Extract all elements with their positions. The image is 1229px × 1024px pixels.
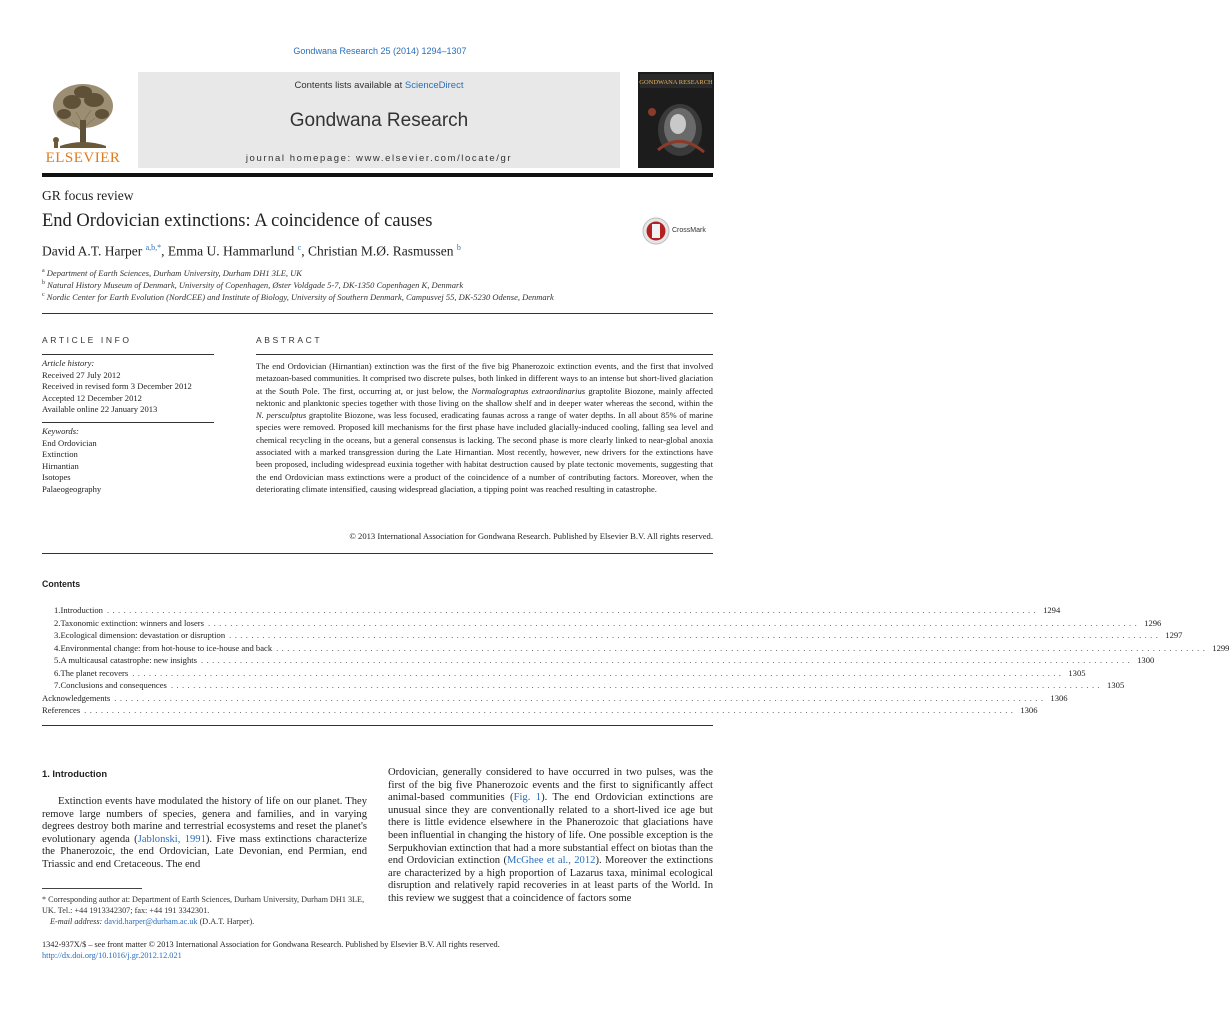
toc-title[interactable]: Acknowledgements bbox=[42, 692, 111, 703]
author-list bbox=[42, 243, 461, 260]
keywords-label: Keywords: bbox=[42, 426, 79, 436]
toc-number: 7. bbox=[54, 680, 61, 690]
toc-number: 5. bbox=[54, 655, 61, 665]
history-item: Received in revised form 3 December 2012 bbox=[42, 381, 192, 391]
toc-entry[interactable] bbox=[42, 704, 1038, 717]
affiliation-item bbox=[42, 292, 554, 302]
toc-entry[interactable] bbox=[42, 617, 1162, 630]
contents-bottom-rule bbox=[42, 725, 713, 726]
history-item: Available online 22 January 2013 bbox=[42, 404, 158, 414]
toc-entry[interactable] bbox=[42, 679, 1125, 692]
toc-page: 1300 bbox=[1137, 655, 1155, 665]
toc-entry[interactable] bbox=[42, 654, 1155, 667]
body-text: Ordovician, generally considered to have occurred in two pulses, was the first of the big five Phanerozoic events and the first to significantly affect animal-based communities ( bbox=[388, 767, 713, 804]
toc-number: 1. bbox=[54, 605, 61, 615]
author-name[interactable]: Christian M.Ø. Rasmussen bbox=[307, 243, 454, 259]
toc-entry[interactable] bbox=[42, 667, 1086, 680]
intro-right-column bbox=[388, 767, 713, 906]
toc-page: 1306 bbox=[1050, 692, 1068, 703]
toc-entry[interactable] bbox=[42, 629, 1183, 642]
contents-prefix: Contents lists available at bbox=[294, 80, 405, 91]
toc-entry[interactable] bbox=[42, 604, 1061, 617]
doi-link[interactable]: http://dx.doi.org/10.1016/j.gr.2012.12.021 bbox=[42, 951, 182, 960]
abstract-label: ABSTRACT bbox=[256, 335, 323, 345]
body-text: Extinction events have modulated the history of life on our planet. They remove large numbers of species, genera and families, and in varying degrees destroy both marine and terrestrial ecosystems and reset the planet's evolutionary agenda ( bbox=[42, 796, 367, 845]
journal-title: Gondwana Research bbox=[289, 110, 469, 131]
article-info-label: ARTICLE INFO bbox=[42, 335, 132, 345]
toc-page: 1299 bbox=[1212, 642, 1229, 653]
header-rule bbox=[42, 173, 713, 177]
abstract-part: The end Ordovician (Hirnantian) extinction was the first of the five big Phanerozoic extinction events, and the first that involved metazoan-based communities. It comprised two discrete pulses, both linked in different ways to an intense but short-lived glaciation at the South Pole. The first, occurring at, or just below, the bbox=[256, 361, 713, 396]
sciencedirect-link[interactable]: ScienceDirect bbox=[404, 80, 464, 91]
affiliation-sup: a bbox=[42, 268, 45, 275]
abstract-italic-taxon: Normalograptus extraordinarius bbox=[471, 385, 586, 396]
affiliation-text: Nordic Center for Earth Evolution (NordCEE) and Institute of Biology, University of Southern Denmark, Campusvej 55, DK-5230 Odense, Denmark bbox=[46, 292, 554, 302]
cover-artwork bbox=[638, 72, 714, 168]
affiliation-sup: c bbox=[42, 292, 45, 299]
elsevier-wordmark: ELSEVIER bbox=[45, 150, 121, 166]
contents-title: Contents bbox=[42, 579, 81, 589]
toc-leader: ........................................................................................................................................................................ bbox=[132, 667, 1065, 678]
keyword-item: End Ordovician bbox=[42, 437, 97, 448]
title-block-rule bbox=[42, 313, 713, 314]
toc-page: 1297 bbox=[1165, 630, 1183, 640]
journal-reference-link[interactable]: Gondwana Research 25 (2014) 1294–1307 bbox=[293, 46, 467, 56]
affiliation-item bbox=[42, 280, 463, 290]
abstract-part: graptolite Biozone, was less focused, eradicating faunas across a range of water depths. In all about 85% of marine species were removed. Proposed kill mechanisms for the first phase have included glacially-induced cooling, falling sea level and chemical recycling in the oceans, but a general consensus is lacking. The second phase is more clearly linked to near-global anoxia associated with a marked transgression during the Late Hirnantian. Most recently, however, new drivers for the extinctions have been proposed, including widespread euxinia together with habitat destruction caused by plate tectonic movements, suggesting that the end Ordovician mass extinctions were a product of the coincidence of a number of contributing factors. Moreover, when the deteriorating climate intensified, causing widespread glaciation, a tipping point was reached resulting in catastrophe. bbox=[256, 410, 713, 494]
article-title: End Ordovician extinctions: A coincidence of causes bbox=[42, 211, 433, 231]
toc-title[interactable]: References bbox=[42, 705, 81, 715]
article-info-divider bbox=[42, 422, 214, 423]
contents-available-line bbox=[138, 80, 620, 91]
abstract-part: graptolite Biozone, mainly affected nektonic and planktonic species together with those living on the shallow shelf and in deeper water whereas the second, within the bbox=[256, 385, 713, 408]
toc-title[interactable]: A multicausal catastrophe: new insights bbox=[60, 655, 197, 665]
toc-title[interactable]: Conclusions and consequences bbox=[60, 680, 167, 690]
front-matter-notice: 1342-937X/$ – see front matter © 2013 International Association for Gondwana Research. Published by Elsevier B.V. All rights reserved. bbox=[42, 940, 500, 949]
affiliation-text: Natural History Museum of Denmark, University of Copenhagen, Øster Voldgade 5-7, DK-1350 Copenhagen K, Denmark bbox=[47, 280, 464, 290]
email-link[interactable]: david.harper@durham.ac.uk bbox=[104, 917, 198, 926]
section-heading: 1. Introduction bbox=[42, 768, 108, 779]
affiliation-sup: b bbox=[42, 280, 45, 287]
toc-leader: ........................................................................................................................................................................ bbox=[208, 617, 1141, 628]
cover-title: GONDWANA RESEARCH bbox=[639, 79, 713, 86]
keyword-item: Isotopes bbox=[42, 472, 71, 482]
body-text: ). The end Ordovician extinctions are unusual since they are conventionally related to a short-lived ice age but there is little evidence elsewhere in the Phanerozoic that glaciations have been influential in changing the history of life. One possible exception is the Serpukhovian extinction that had a more substantial effect on biotas than the end Ordovician extinction ( bbox=[388, 792, 713, 867]
email-label: E-mail address: bbox=[50, 917, 103, 926]
toc-title[interactable]: Ecological dimension: devastation or disruption bbox=[60, 630, 226, 640]
toc-entry[interactable] bbox=[42, 692, 1068, 705]
history-item: Accepted 12 December 2012 bbox=[42, 392, 142, 403]
intro-left-column bbox=[42, 796, 367, 872]
toc-leader: ........................................................................................................................................................................ bbox=[229, 630, 1162, 640]
toc-page: 1294 bbox=[1043, 605, 1061, 615]
abstract-bottom-rule bbox=[42, 553, 713, 554]
body-text: ). Moreover the extinctions are characterized by a high proportion of Lazarus taxa, minimal ecological disruption and relatively rapid recoveries in at least parts of the World. In this review we suggest that a coincidence of factors some bbox=[388, 855, 713, 904]
keyword-item: Palaeogeography bbox=[42, 483, 102, 494]
toc-title[interactable]: Environmental change: from hot-house to ice-house and back bbox=[60, 642, 273, 653]
toc-leader: ........................................................................................................................................................................ bbox=[276, 642, 1209, 653]
toc-leader: ........................................................................................................................................................................ bbox=[84, 705, 1017, 715]
crossmark-label[interactable]: CrossMark bbox=[672, 227, 706, 234]
author-affiliation-sup[interactable]: a,b,* bbox=[145, 243, 162, 252]
author-name[interactable]: David A.T. Harper bbox=[42, 243, 143, 259]
journal-homepage[interactable]: journal homepage: www.elsevier.com/locate/gr bbox=[245, 153, 513, 164]
toc-number: 3. bbox=[54, 630, 61, 640]
article-info-rule bbox=[42, 354, 214, 355]
toc-page: 1296 bbox=[1144, 617, 1162, 628]
author-affiliation-sup[interactable]: b bbox=[456, 243, 461, 252]
author-separator: , bbox=[161, 243, 168, 259]
abstract-copyright: © 2013 International Association for Gondwana Research. Published by Elsevier B.V. All rights reserved. bbox=[349, 531, 713, 541]
body-text: ). Five mass extinctions characterize the Phanerozoic, the end Ordovician, Late Devonian, end Permian, end Triassic and end Cretaceous. The end bbox=[42, 833, 367, 870]
toc-page: 1305 bbox=[1068, 667, 1086, 678]
affiliation-item bbox=[42, 268, 302, 278]
toc-number: 2. bbox=[54, 617, 61, 628]
author-separator: , bbox=[301, 243, 308, 259]
author-affiliation-sup[interactable]: c bbox=[297, 243, 302, 252]
toc-title[interactable]: Taxonomic extinction: winners and losers bbox=[60, 617, 205, 628]
toc-leader: ........................................................................................................................................................................ bbox=[106, 605, 1040, 615]
article-type: GR focus review bbox=[42, 188, 134, 203]
corresponding-author-footnote bbox=[42, 894, 367, 927]
keyword-item: Extinction bbox=[42, 449, 78, 459]
abstract-italic-taxon: N. persculptus bbox=[256, 410, 307, 421]
figure-link[interactable]: Fig. 1 bbox=[513, 792, 542, 804]
email-suffix: (D.A.T. Harper). bbox=[197, 917, 255, 926]
toc-leader: ........................................................................................................................................................................ bbox=[200, 655, 1134, 665]
citation-link[interactable]: McGhee et al., 2012 bbox=[507, 855, 596, 867]
toc-leader: ........................................................................................................................................................................ bbox=[170, 680, 1104, 690]
author-name[interactable]: Emma U. Hammarlund bbox=[167, 243, 295, 259]
toc-title[interactable]: Introduction bbox=[60, 605, 103, 615]
keyword-item: Hirnantian bbox=[42, 460, 79, 471]
toc-leader: ........................................................................................................................................................................ bbox=[114, 692, 1047, 703]
footnote-text: * Corresponding author at: Department of Earth Sciences, Durham University, Durham DH1 3LE, UK. Tel.: +44 1913342307; fax: +44 191 3342301. bbox=[42, 895, 365, 915]
toc-number: 4. bbox=[54, 642, 61, 653]
toc-page: 1305 bbox=[1107, 680, 1125, 690]
toc-entry[interactable] bbox=[42, 642, 1229, 655]
history-label: Article history: bbox=[42, 358, 95, 368]
citation-link[interactable]: Jablonski, 1991 bbox=[137, 833, 206, 845]
toc-page: 1306 bbox=[1020, 705, 1038, 715]
toc-number: 6. bbox=[54, 667, 61, 678]
footnote-rule bbox=[42, 888, 142, 889]
affiliation-text: Department of Earth Sciences, Durham University, Durham DH1 3LE, UK bbox=[46, 268, 302, 278]
toc-title[interactable]: The planet recovers bbox=[60, 667, 129, 678]
journal-cover-image bbox=[638, 72, 714, 168]
history-item: Received 27 July 2012 bbox=[42, 369, 121, 380]
abstract-rule bbox=[256, 354, 713, 355]
abstract-text bbox=[256, 360, 713, 495]
